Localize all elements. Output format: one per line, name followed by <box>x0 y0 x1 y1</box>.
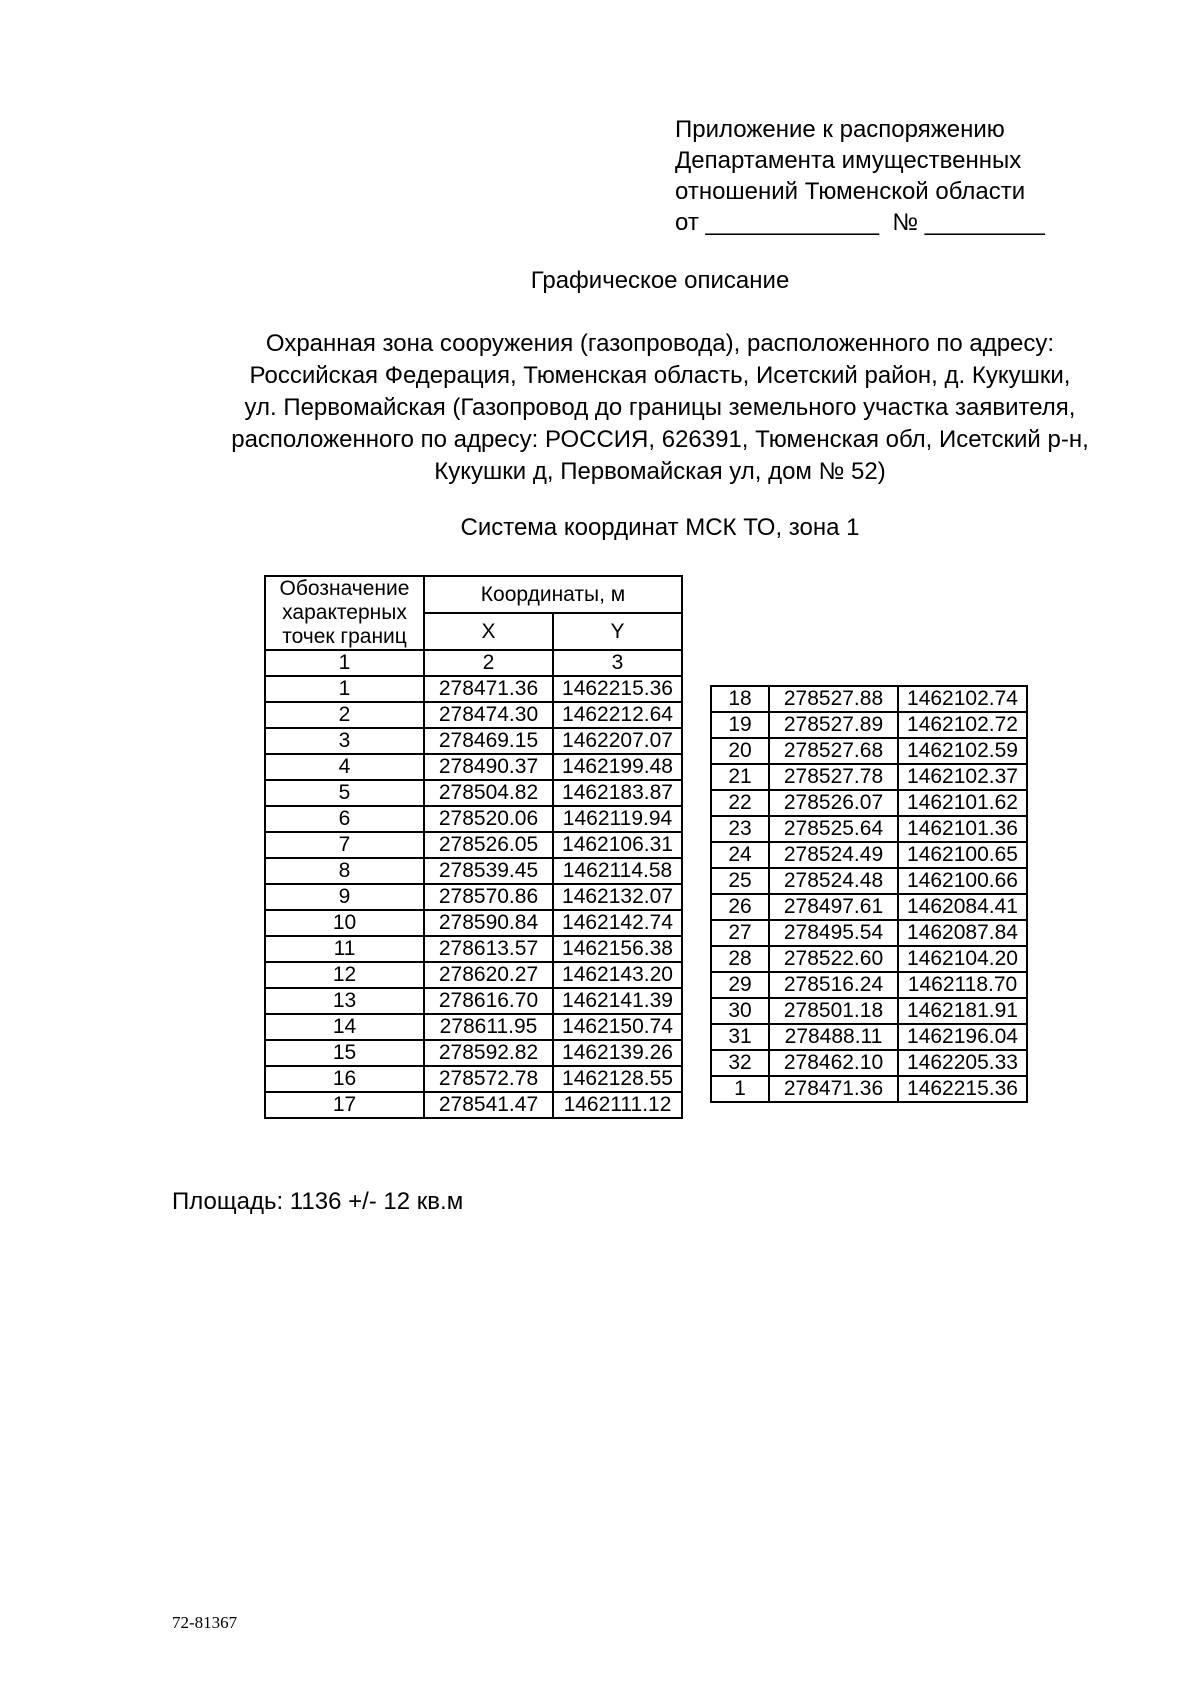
x-coordinate-cell: 278504.82 <box>424 780 553 806</box>
y-coordinate-cell: 1462143.20 <box>553 962 682 988</box>
description-line: Кукушки д, Первомайская ул, дом № 52) <box>434 458 886 485</box>
x-coordinate-cell: 278592.82 <box>424 1040 553 1066</box>
table-row <box>711 1076 1027 1102</box>
x-coordinate-cell: 278522.60 <box>769 946 898 972</box>
point-label-header <box>265 576 424 650</box>
table-row <box>711 894 1027 920</box>
point-number-cell: 19 <box>711 712 769 738</box>
y-coordinate-cell: 1462118.70 <box>898 972 1027 998</box>
area-value: Площадь: 1136 +/- 12 кв.м <box>172 1188 464 1215</box>
appendix-line: Департамента имущественных <box>675 147 1022 174</box>
point-number-cell: 13 <box>265 988 424 1014</box>
column-number: 3 <box>553 650 682 676</box>
y-coordinate-cell: 1462142.74 <box>553 910 682 936</box>
table-row <box>265 988 682 1014</box>
point-label-line: точек границ <box>282 625 407 648</box>
x-coordinate-cell: 278527.89 <box>769 712 898 738</box>
y-coordinate-cell: 1462104.20 <box>898 946 1027 972</box>
table-row <box>265 1040 682 1066</box>
table-row <box>711 998 1027 1024</box>
point-number-cell: 27 <box>711 920 769 946</box>
table-row <box>265 728 682 754</box>
table-row <box>711 1024 1027 1050</box>
point-number-cell: 17 <box>265 1092 424 1118</box>
point-label-line: Обозначение <box>279 577 410 600</box>
y-coordinate-cell: 1462199.48 <box>553 754 682 780</box>
x-coordinate-cell: 278570.86 <box>424 884 553 910</box>
x-coordinate-cell: 278490.37 <box>424 754 553 780</box>
x-coordinate-cell: 278471.36 <box>424 676 553 702</box>
y-coordinate-cell: 1462215.36 <box>898 1076 1027 1102</box>
point-number-cell: 8 <box>265 858 424 884</box>
x-coordinate-cell: 278527.88 <box>769 686 898 712</box>
appendix-line: отношений Тюменской области <box>675 178 1026 205</box>
x-coordinate-cell: 278590.84 <box>424 910 553 936</box>
point-number-cell: 18 <box>711 686 769 712</box>
coordinate-system-label: Система координат МСК ТО, зона 1 <box>460 514 860 541</box>
table-row <box>265 884 682 910</box>
table-row <box>711 738 1027 764</box>
point-number-cell: 15 <box>265 1040 424 1066</box>
y-coordinate-cell: 1462150.74 <box>553 1014 682 1040</box>
point-number-cell: 25 <box>711 868 769 894</box>
y-coordinate-cell: 1462132.07 <box>553 884 682 910</box>
x-coordinate-cell: 278488.11 <box>769 1024 898 1050</box>
x-coordinate-cell: 278527.68 <box>769 738 898 764</box>
table-row <box>265 780 682 806</box>
table-row <box>711 868 1027 894</box>
coords-header: Координаты, м <box>424 576 682 613</box>
x-coordinate-cell: 278611.95 <box>424 1014 553 1040</box>
column-number: 1 <box>265 650 424 676</box>
y-coordinate-cell: 1462102.72 <box>898 712 1027 738</box>
point-number-cell: 31 <box>711 1024 769 1050</box>
x-coordinate-cell: 278527.78 <box>769 764 898 790</box>
point-number-cell: 24 <box>711 842 769 868</box>
y-coordinate-cell: 1462119.94 <box>553 806 682 832</box>
y-coordinate-cell: 1462183.87 <box>553 780 682 806</box>
x-coordinate-cell: 278539.45 <box>424 858 553 884</box>
coordinates-table-left <box>264 575 683 1119</box>
x-coordinate-cell: 278501.18 <box>769 998 898 1024</box>
point-number-cell: 1 <box>711 1076 769 1102</box>
column-number-row <box>265 650 682 676</box>
y-coordinate-cell: 1462100.66 <box>898 868 1027 894</box>
table-row <box>711 1050 1027 1076</box>
table-row <box>711 790 1027 816</box>
point-number-cell: 10 <box>265 910 424 936</box>
table-row <box>711 686 1027 712</box>
table-row <box>265 832 682 858</box>
coordinates-table-right <box>710 685 1028 1103</box>
x-coordinate-cell: 278471.36 <box>769 1076 898 1102</box>
table-header-row <box>265 576 682 613</box>
description-line: расположенного по адресу: РОССИЯ, 626391, Тюменская обл, Исетский р-н, <box>231 426 1089 453</box>
x-header: X <box>424 613 553 650</box>
point-number-cell: 5 <box>265 780 424 806</box>
description-line: Охранная зона сооружения (газопровода), расположенного по адресу: <box>265 330 1055 357</box>
table-row <box>265 1014 682 1040</box>
x-coordinate-cell: 278462.10 <box>769 1050 898 1076</box>
x-coordinate-cell: 278616.70 <box>424 988 553 1014</box>
x-coordinate-cell: 278541.47 <box>424 1092 553 1118</box>
x-coordinate-cell: 278497.61 <box>769 894 898 920</box>
y-coordinate-cell: 1462128.55 <box>553 1066 682 1092</box>
y-coordinate-cell: 1462100.65 <box>898 842 1027 868</box>
point-number-cell: 26 <box>711 894 769 920</box>
point-number-cell: 20 <box>711 738 769 764</box>
table-row <box>711 842 1027 868</box>
point-number-cell: 3 <box>265 728 424 754</box>
y-coordinate-cell: 1462181.91 <box>898 998 1027 1024</box>
point-number-cell: 32 <box>711 1050 769 1076</box>
right-table-body <box>711 686 1027 1102</box>
y-coordinate-cell: 1462084.41 <box>898 894 1027 920</box>
point-number-cell: 22 <box>711 790 769 816</box>
page-title: Графическое описание <box>530 267 790 294</box>
point-number-cell: 23 <box>711 816 769 842</box>
x-coordinate-cell: 278572.78 <box>424 1066 553 1092</box>
point-number-cell: 4 <box>265 754 424 780</box>
y-coordinate-cell: 1462215.36 <box>553 676 682 702</box>
document-number: 72-81367 <box>172 1613 238 1632</box>
point-number-cell: 14 <box>265 1014 424 1040</box>
column-number: 2 <box>424 650 553 676</box>
y-coordinate-cell: 1462196.04 <box>898 1024 1027 1050</box>
x-coordinate-cell: 278520.06 <box>424 806 553 832</box>
appendix-block <box>675 114 1045 238</box>
y-coordinate-cell: 1462212.64 <box>553 702 682 728</box>
table-row <box>711 920 1027 946</box>
x-coordinate-cell: 278525.64 <box>769 816 898 842</box>
table-row <box>265 702 682 728</box>
x-coordinate-cell: 278526.07 <box>769 790 898 816</box>
y-coordinate-cell: 1462139.26 <box>553 1040 682 1066</box>
point-number-cell: 12 <box>265 962 424 988</box>
table-row <box>265 962 682 988</box>
table-row <box>265 676 682 702</box>
table-row <box>265 910 682 936</box>
x-coordinate-cell: 278474.30 <box>424 702 553 728</box>
y-coordinate-cell: 1462141.39 <box>553 988 682 1014</box>
x-coordinate-cell: 278620.27 <box>424 962 553 988</box>
x-coordinate-cell: 278495.54 <box>769 920 898 946</box>
y-coordinate-cell: 1462102.37 <box>898 764 1027 790</box>
y-coordinate-cell: 1462114.58 <box>553 858 682 884</box>
description-line: Российская Федерация, Тюменская область, Исетский район, д. Кукушки, <box>249 362 1071 389</box>
point-number-cell: 21 <box>711 764 769 790</box>
point-number-cell: 6 <box>265 806 424 832</box>
table-row <box>265 806 682 832</box>
point-number-cell: 2 <box>265 702 424 728</box>
y-coordinate-cell: 1462205.33 <box>898 1050 1027 1076</box>
point-number-cell: 28 <box>711 946 769 972</box>
y-coordinate-cell: 1462102.59 <box>898 738 1027 764</box>
x-coordinate-cell: 278613.57 <box>424 936 553 962</box>
y-coordinate-cell: 1462101.36 <box>898 816 1027 842</box>
point-number-cell: 7 <box>265 832 424 858</box>
table-row <box>265 936 682 962</box>
description-line: ул. Первомайская (Газопровод до границы земельного участка заявителя, <box>244 394 1076 421</box>
x-coordinate-cell: 278526.05 <box>424 832 553 858</box>
table-row <box>711 712 1027 738</box>
table-row <box>711 816 1027 842</box>
point-label-line: характерных <box>282 601 407 624</box>
y-coordinate-cell: 1462102.74 <box>898 686 1027 712</box>
x-coordinate-cell: 278524.49 <box>769 842 898 868</box>
zone-description <box>150 328 1170 488</box>
table-row <box>265 754 682 780</box>
y-coordinate-cell: 1462156.38 <box>553 936 682 962</box>
point-number-cell: 30 <box>711 998 769 1024</box>
point-number-cell: 16 <box>265 1066 424 1092</box>
y-coordinate-cell: 1462087.84 <box>898 920 1027 946</box>
table-row <box>711 764 1027 790</box>
y-header: Y <box>553 613 682 650</box>
point-number-cell: 1 <box>265 676 424 702</box>
table-row <box>265 1066 682 1092</box>
y-coordinate-cell: 1462111.12 <box>553 1092 682 1118</box>
x-coordinate-cell: 278524.48 <box>769 868 898 894</box>
table-row <box>265 1092 682 1118</box>
left-table-body <box>265 676 682 1118</box>
table-row <box>265 858 682 884</box>
table-row <box>711 972 1027 998</box>
y-coordinate-cell: 1462106.31 <box>553 832 682 858</box>
y-coordinate-cell: 1462207.07 <box>553 728 682 754</box>
point-number-cell: 29 <box>711 972 769 998</box>
point-number-cell: 11 <box>265 936 424 962</box>
x-coordinate-cell: 278516.24 <box>769 972 898 998</box>
table-row <box>711 946 1027 972</box>
x-coordinate-cell: 278469.15 <box>424 728 553 754</box>
appendix-line: Приложение к распоряжению <box>675 116 1005 143</box>
y-coordinate-cell: 1462101.62 <box>898 790 1027 816</box>
point-number-cell: 9 <box>265 884 424 910</box>
appendix-line: от _____________ № _________ <box>675 209 1045 236</box>
